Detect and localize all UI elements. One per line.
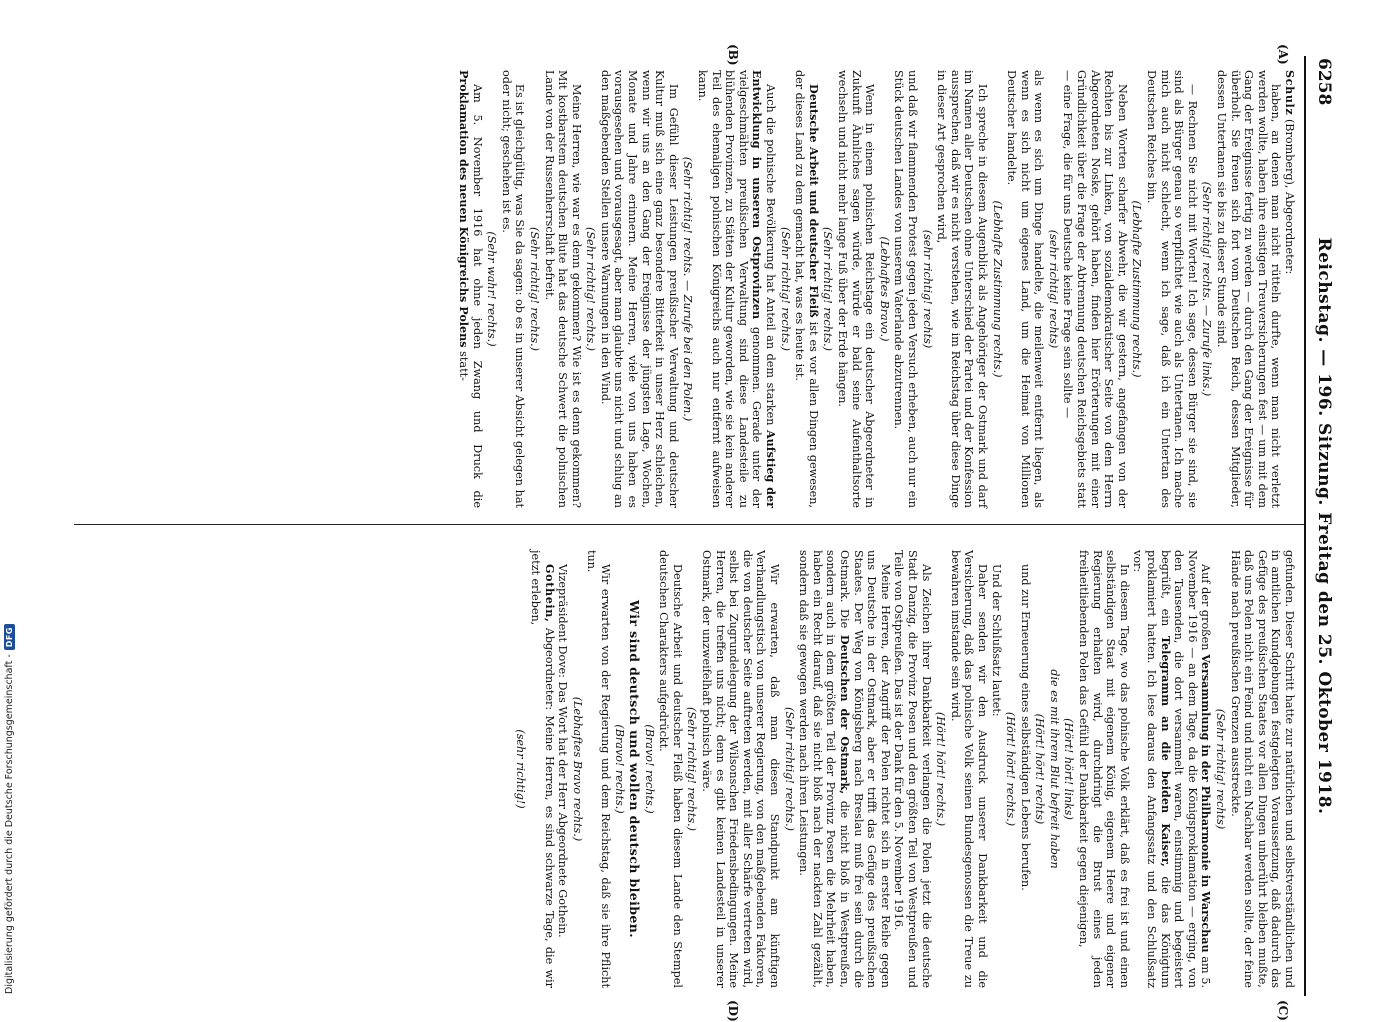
interjection: (Lebhaftes Bravo.) [877, 236, 891, 342]
paragraph: Wir sind deutsch und wollen deutsch bleiben. [627, 600, 643, 938]
page-title: Reichstag. — 196. Sitzung. Freitag den 25. Oktober 1918. [1314, 237, 1334, 815]
emphasis: Proklamation des neuen Königreichs Polens [456, 70, 471, 348]
paragraph: Wir erwarten von der Regierung und dem Reichstag, daß sie ihre Pflicht tun. [585, 550, 612, 988]
paragraph-text: ist es vor allen Dingen gewesen, der dieses Land zu dem gemacht hat, was es heute ist. [793, 70, 820, 509]
paragraph: als wenn es sich um Dinge handelte, die meilenweit entfernt liegen, als wenn es sich nicht um eigenes Land, um die Heimat von Millionen Deutscher handelte. [1005, 70, 1046, 508]
margin-marker-c: (C) [1276, 1000, 1290, 1021]
credit-text: Digitalisierung gefördert durch die Deutsche Forschungsgemeinschaft - [4, 654, 15, 994]
paragraph [793, 70, 820, 508]
page-number: 6258 [1314, 58, 1334, 106]
speaker-name: Gothein, [542, 564, 557, 623]
interjection: (Sehr richtig! rechts.) [584, 226, 598, 352]
right-column [513, 550, 1296, 988]
interjection: (Bravo! rechts.) [642, 724, 656, 814]
interjection: (Lebhafte Zustimmung rechts.) [990, 200, 1004, 378]
digitization-credit [4, 624, 15, 994]
paragraph [456, 70, 483, 508]
interjection: (Sehr richtig! rechts.) [685, 706, 699, 832]
emphasis: Telegramm an die beiden Kaiser, [1158, 635, 1173, 867]
quotation: Daher senden wir den Ausdruck unserer Dankbarkeit und die Versicherung, daß das polnische Volk seinen Bundesgenossen die Treue zu bewahren imstande sein wird. [948, 550, 989, 988]
margin-marker-a: (A) [1276, 44, 1290, 65]
paragraph-text: am 5. November 1916 — an dem Tage, da die Königsproklamation — erging, von den Tausenden, die dort versammelt waren, einstimmig und begeistert begrüßt, ein [1158, 550, 1213, 989]
emphasis: Deutschen der Ostmark, [838, 634, 852, 795]
scanned-page [70, 44, 1340, 1022]
interjection: (Hört! hört! rechts.) [934, 711, 948, 827]
margin-marker-d: (D) [726, 1000, 740, 1022]
paragraph-text: statt- [456, 351, 470, 381]
paragraph: haben, an denen man nicht rütteln durfte, wenn man nicht verletzt werden wollte, haben ihre einstigen Treuversicherungen fest — um mit dem Gang der Ereignisse fertig zu werden — durch den Gang der Ereignisse für überholt. Sie freuen sich fort vom Deutschen Reich, dessen Mitglieder, dessen Untertanen sie bis zu dieser Stunde sind. [1215, 70, 1283, 508]
paragraph: gefunden. Dieser Schritt hatte zur natürlichen und selbstverständlichen und in amtlichen Kundgebungen festgelegten Voraussetzung, daß dadurch das Gefüge des preußischen Staates vor allen Dingen unberührt bleiben mußte, daß uns Polen nicht ein Feind und nicht ein Nachbar werden sollte, der feine Hände nach preußischen Grenzen ausstreckte. [1228, 550, 1296, 988]
paragraph [528, 550, 555, 988]
paragraph: Ich spreche in diesem Augenblick als Angehöriger der Ostmark und darf im Namen aller Deutschen ohne Unterschied der Partei und der Konfession aussprechen, daß wir es nicht verstehen, wie im Reichstag über diese Dinge in dieser Art gesprochen wird, [935, 70, 989, 508]
paragraph: Wir erwarten, daß man diesen Standpunkt am künftigen Verhandlungstisch von unserer Regierung, von den maßgebenden Faktoren, die von deutscher Seite auftreten werden, mit aller Schärfe vertreten wird, selbst bei Zugrundelegung der Wilsonschen Friedensbedingungen. Meine Herren, die treffen uns nicht; denn es gibt keinen Landesteil in unserer Ostmark, der unzweifelhaft polnisch wäre. [700, 550, 782, 988]
paragraph-text: Abgeordneter: Meine Herren, es sind schwarze Tage, die wir jetzt erleben, [528, 550, 556, 988]
interjection: (sehr richtig!) [514, 729, 528, 809]
speaker-affiliation: (Bromberg), Abgeordneter: [1283, 118, 1296, 275]
paragraph: Im Gefühl dieser Leistungen preußischer Verwaltung und deutscher Kultur muß sich eine ganz besondere Bitterkeit in unser Herz schleichen, wenn wir uns an den Gang der Ereignisse der jüngsten Lage, Wochen, Monate und Jahre erinnern. Meine Herren, viele von uns haben es vorausgesehen und vorausgesagt, aber man glaubte uns nicht und schlug an den maßgebenden Stellen unsere Warnungen in den Wind. [598, 70, 680, 508]
paragraph-text: genommen. Gerade unter der vielgeschmähten preußischen Verwaltung sind diese Landesteile zu blühenden Provinzen, zu Stätten der Kultur geworden, wie sie kein anderer Teil des ehemaligen polnischen Königreichs auch nur entfernt aufweisen kann. [696, 70, 764, 509]
paragraph [797, 550, 892, 988]
emphasis: Aufstieg der Entwicklung in unseren Ostprovinzen [750, 70, 779, 508]
quotation: und zur Erneuerung eines selbständigen Lebens berufen. [1018, 564, 1032, 891]
interjection: (Hört! hört! rechts) [1033, 713, 1047, 825]
interjection: (Lebhaftes Bravo rechts.) [570, 696, 584, 842]
emphasis: Versammlung in der Philharmonie in Warschau [1199, 654, 1214, 953]
interjection: (sehr richtig! rechts) [1046, 229, 1060, 349]
interjection: (Sehr richtig! rechts.) [527, 226, 541, 352]
column-divider [74, 524, 1304, 525]
interjection: (Sehr richtig! rechts) [1214, 708, 1228, 830]
paragraph [695, 70, 777, 508]
interjection: (Sehr richtig! rechts.) [821, 226, 835, 352]
emphasis: Deutsche Arbeit und deutscher Fleiß [806, 84, 821, 318]
interjection: (Hört! hört! rechts.) [1004, 711, 1018, 827]
quotation: die es mit ihrem Blut befreit haben [1047, 669, 1061, 869]
interjection: (Sehr richtig! rechts.) [782, 706, 796, 832]
paragraph: Neben Worten scharfer Abwehr, die wir gestern, angefangen von der Rechten bis zur Linken, von sozialdemokratischer Seite von dem Herrn Abgeordneten Noske, gehört haben, finden hier Erörterungen mit einer Gründlichkeit über die Frage der Abtrennung deutschen Reichsgebiets statt — eine Frage, die für uns Deutsche keine Frage sein sollte — [1061, 70, 1129, 508]
interjection: (Sehr richtig! rechts. — Zurufe links.) [1200, 181, 1214, 397]
paragraph [1282, 70, 1296, 508]
margin-marker-b: (B) [726, 44, 740, 66]
paragraph: Vizepräsident Dove: Das Wort hat der Herr Abgeordnete Gothein. [556, 564, 570, 938]
paragraph: Deutsche Arbeit und deutscher Fleiß haben diesem Lande den Stempel deutschen Charakters aufgedrückt. [657, 550, 684, 988]
paragraph: und daß wir flammenden Protest gegen jeden Versuch erheben, auch nur ein Stück deutschen Landes von unserem Vaterlande abzutrennen. [892, 70, 919, 508]
paragraph: Meine Herren, wie war es denn gekommen? Wie ist es denn gekommen? Mit kostbarstem deutschen Blute hat das deutsche Schwert die polnischen Lande von der Russenherrschaft befreit. [542, 70, 583, 508]
paragraph-text: Auf der großen [1199, 564, 1213, 651]
paragraph: Und der Schlußsatz lautet: [989, 564, 1003, 717]
page-header [1304, 56, 1340, 996]
interjection: (Lebhafte Zustimmung rechts.) [1130, 200, 1144, 378]
paragraph: Wenn in einem polnischen Reichstage ein deutscher Abgeordneter in Zukunft Ähnliches sagen würde, würde er bald seine Aufenthaltsorte wechseln und nicht mehr lange Fuß über der Erde hängen. [836, 70, 877, 508]
paragraph [1131, 550, 1213, 988]
interjection: (Sehr richtig! rechts. — Zurufe bei den Polen.) [681, 156, 695, 422]
paragraph-text: die nicht bloß in Westpreußen, sondern auch in dem größten Teil der Provinz Posen die Mehrheit haben, haben ein Recht darauf, daß sie nicht bloß nach der nackten Zahl gezählt, sondern daß sie gewogen werden nach ihren Leistungen. [797, 550, 851, 988]
left-column [456, 70, 1296, 508]
interjection: (Sehr richtig! rechts.) [778, 226, 792, 352]
paragraph-text: Auch die polnische Bevölkerung hat Anteil an dem starken [764, 84, 778, 426]
paragraph: — Rechnen Sie nicht mit Worten! Ich sage, dessen Bürger sie sind, sie sind als Bürger genau so verpflichtet wie auch als Untertanen. Ich mache mich auch nicht schlecht, wenn ich sage, daß ich ein Untertan des Deutschen Reiches bin. [1145, 70, 1199, 508]
interjection: (Bravo! rechts.) [613, 724, 627, 814]
speaker-name: Schulz [1283, 70, 1297, 116]
interjection: (sehr richtig! rechts) [920, 229, 934, 349]
interjection: (Sehr wahr! rechts.) [485, 231, 499, 347]
paragraph: Als Zeichen ihrer Dankbarkeit verlangen die Polen jetzt die deutsche Stadt Danzig, die Provinz Posen und den größten Teil von Westpreußen und Teile von Ostpreußen. Das ist der Dank für den 5. November 1916. [892, 550, 933, 988]
dfg-logo-icon[interactable]: DFG [4, 624, 15, 650]
interjection: (Hört! hört! links) [1062, 718, 1076, 820]
paragraph-text: Meine Herren, der Angriff der Polen richtet sich in erster Reihe gegen uns Deutsche in der Ostmark, aber er trifft das Gefüge des preußischen Staates. Der Weg von Königsberg nach Breslau muß frei sein durch die Ostmark. Die [838, 550, 892, 988]
paragraph-text: Am 5. November 1916 hat ohne jeden Zwang und Druck die [470, 84, 484, 508]
paragraph: Es ist gleichgültig, was Sie da sagen: ob es in unserer Absicht gelegen hat oder nicht; geschehen ist es. [499, 70, 527, 508]
quotation: In diesem Tage, wo das polnische Volk erklärt, daß es frei ist und einen selbständigen Staat mit eigenem König, eigenem Heere und eigener Regierung erhalten wird, durchdringt die Brust eines jeden freiheitliebenden Polen das Gefühl der Dankbarkeit gegen diejenigen, [1077, 550, 1131, 988]
paragraph-text: die das Königtum proklamiert hatten. Ich lese daraus den Anfangssatz und den Schlußsatz vor: [1131, 550, 1172, 988]
